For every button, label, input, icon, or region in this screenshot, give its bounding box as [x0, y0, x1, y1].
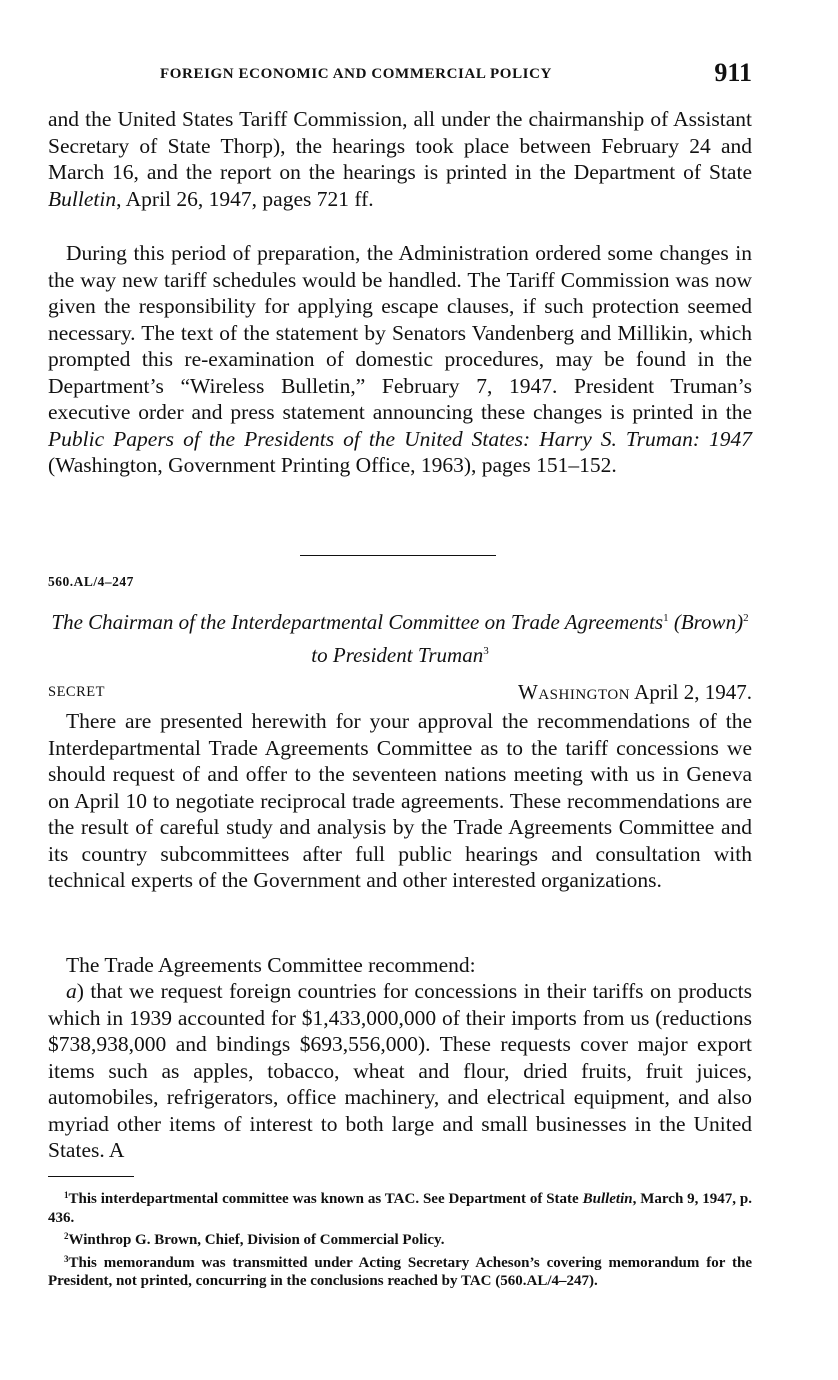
- footnote-3: [48, 1250, 752, 1291]
- footnote-1: [48, 1186, 752, 1227]
- memo-para-3-text: ) that we request foreign countries for concessions in their tariffs on products which in 1939 accounted for $1,433,000,000 of their imports from us (reductions $738,938,000 and bindings $693,556,000). These requests cover major export items such as apples, tobacco, wheat and flour, dried fruits, fruit juices, automobiles, refrigerators, office machinery, and electrical equipment, and also myriad other items of interest to both large and small businesses in the United States. A: [48, 979, 752, 1162]
- page-header: [48, 58, 752, 92]
- file-number: 560.AL/4–247: [48, 574, 134, 589]
- title-part-3: to President Truman: [311, 643, 484, 667]
- footnote-2: [48, 1227, 752, 1250]
- footnote-2-num: 2: [64, 1231, 69, 1241]
- intro-p1-text: and the United States Tariff Commission, all under the chairmanship of Assistant Secretary of State Thorp), the hearings took place between February 24 and March 16, and the report on the hearings is printed in the Department of State: [48, 107, 752, 184]
- date: April 2, 1947.: [634, 680, 752, 704]
- footnote-ref-3: 3: [483, 645, 489, 657]
- bulletin-title: Bulletin: [48, 186, 117, 211]
- footnote-1-bulletin: Bulletin: [582, 1191, 633, 1207]
- footnote-1-text: This interdepartmental committee was known as TAC. See Department of State: [68, 1191, 583, 1207]
- dateline: [48, 680, 752, 706]
- page-number: 911: [714, 58, 752, 87]
- section-divider: [300, 555, 496, 556]
- footnotes: [48, 1186, 752, 1291]
- intro-p2-end: (Washington, Government Printing Office, 1963), pages 151–152.: [48, 453, 617, 477]
- footnote-2-text: Winthrop G. Brown, Chief, Division of Commercial Policy.: [68, 1232, 445, 1248]
- classification: SECRET: [48, 684, 105, 700]
- place: Washington: [518, 680, 631, 704]
- footnote-1-num: 1: [64, 1190, 69, 1200]
- footnote-ref-1: 1: [663, 612, 669, 624]
- memo-paragraph-3: [48, 978, 752, 1164]
- item-label-a: a: [66, 979, 77, 1003]
- public-papers-title: Public Papers of the Presidents of the United States: Harry S. Truman: 1947: [48, 426, 752, 451]
- memo-paragraph-1: [48, 708, 752, 894]
- title-part-2: (Brown): [673, 610, 744, 634]
- intro-paragraph-continued: [48, 106, 752, 212]
- footnote-divider: [48, 1176, 134, 1177]
- memo-para-2-text: The Trade Agreements Committee recommend:: [66, 953, 476, 977]
- running-head: FOREIGN ECONOMIC AND COMMERCIAL POLICY: [160, 66, 552, 82]
- footnote-3-num: 3: [64, 1253, 69, 1264]
- footnote-ref-2: 2: [743, 612, 749, 624]
- intro-p1-end: , April 26, 1947, pages 721 ff.: [116, 186, 374, 211]
- footnote-1-text-end: , March 9, 1947, p. 436.: [48, 1191, 753, 1226]
- footnote-3-text: This memorandum was transmitted under Acting Secretary Acheson’s covering memorandum for the President, not printed, concurring in the conclusions reached by TAC (560.AL/4–247).: [48, 1254, 752, 1289]
- memo-paragraph-2: [48, 952, 752, 979]
- intro-p2-text: During this period of preparation, the Administration ordered some changes in the way new tariff schedules would be handled. The Tariff Commission was now given the responsibility for applying escape clauses, if such protection seemed necessary. The text of the statement by Senators Vandenberg and Millikin, which prompted this re-examination of domestic procedures, may be found in the Department’s “Wireless Bulletin,” February 7, 1947. President Truman’s executive order and press statement announcing these changes is printed in the: [48, 241, 752, 424]
- title-part-1: The Chairman of the Interdepartmental Committee on Trade Agreements: [51, 610, 664, 634]
- memo-para-1-text: There are presented herewith for your approval the recommendations of the Interdepartmental Trade Agreements Committee as to the tariff concessions we should request of and offer to the seventeen nations meeting with us in Geneva on April 10 to negotiate reciprocal trade agreements. These recommendations are the result of careful study and analysis by the Trade Agreements Committee and its country subcommittees after full public hearings and consultation with technical experts of the Government and other interested organizations.: [48, 709, 752, 892]
- intro-paragraph-2: [48, 240, 752, 479]
- document-title: [48, 604, 752, 670]
- place-date: [518, 680, 752, 705]
